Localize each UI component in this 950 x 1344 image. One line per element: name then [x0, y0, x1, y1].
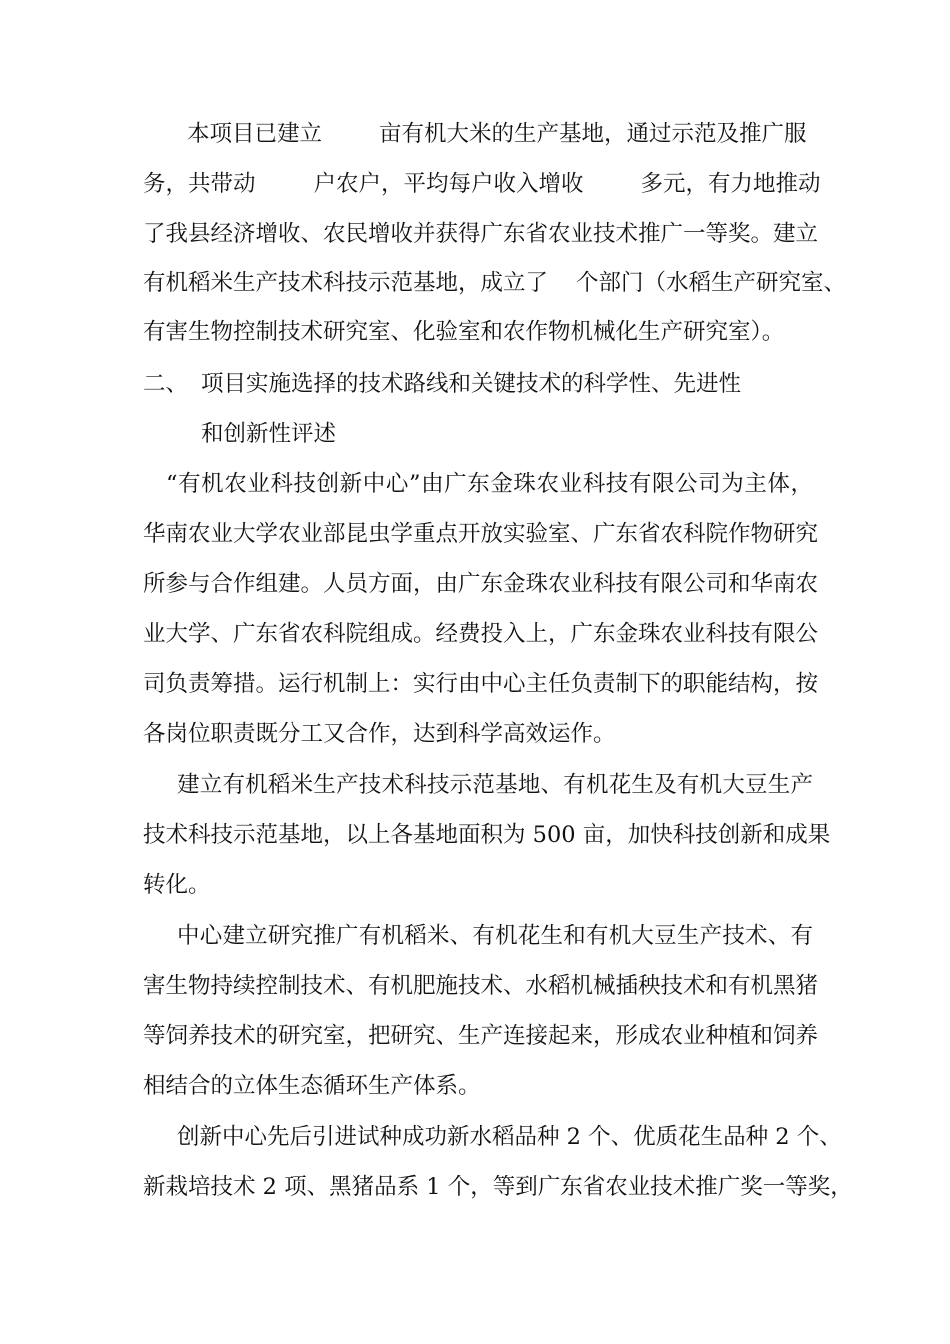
heading-number: 二、: [143, 371, 189, 397]
para3-line: 害生物持续控制技术、有机肥施技术、水稻机械插秧技术和有机黑猪: [143, 973, 819, 999]
para2-line: 建立有机稻米生产技术科技示范基地、有机花生及有机大豆生产: [177, 772, 813, 798]
para2-line: 技术科技示范基地，以上各基地面积为 500 亩，加快科技创新和成果: [143, 822, 831, 848]
para1-line: “有机农业科技创新中心”由广东金珠农业科技有限公司为主体，: [166, 471, 813, 497]
intro-text: 务，共带动: [143, 171, 256, 197]
heading-title: 项目实施选择的技术路线和关键技术的科学性、先进性: [201, 371, 742, 397]
intro-line-2: [143, 164, 821, 204]
para1-line: 司负责筹措。运行机制上：实行由中心主任负责制下的职能结构，按: [143, 671, 819, 697]
intro-text: 个部门（水稻生产研究室、: [576, 270, 847, 296]
para3-line: 等饲养技术的研究室，把研究、生产连接起来，形成农业种植和饲养: [143, 1023, 819, 1049]
para3-line: 相结合的立体生态循环生产体系。: [143, 1073, 481, 1099]
para2-line: 转化。: [143, 872, 211, 898]
intro-line-4: [143, 263, 847, 303]
section-heading: [143, 364, 813, 404]
intro-line-1: [187, 114, 813, 154]
section-heading-cont: 和创新性评述: [201, 421, 337, 447]
para1-line: 业大学、广东省农科院组成。经费投入上，广东金珠农业科技有限公: [143, 621, 819, 647]
intro-text: 户农户，平均每户收入增收: [313, 171, 584, 197]
intro-text: 多元，有力地推动: [640, 171, 821, 197]
para1-line: 各岗位职责既分工又合作，达到科学高效运作。: [143, 721, 616, 747]
para4-line: 创新中心先后引进试种成功新水稻品种 2 个、优质花生品种 2 个、: [177, 1124, 842, 1150]
para1-line: 华南农业大学农业部昆虫学重点开放实验室、广东省农科院作物研究: [143, 521, 819, 547]
intro-text: 亩有机大米的生产基地，通过示范及推广服: [379, 121, 807, 147]
intro-line-5: 有害生物控制技术研究室、化验室和农作物机械化生产研究室）。: [143, 319, 785, 345]
intro-text: 本项目已建立: [187, 121, 323, 147]
para3-line: 中心建立研究推广有机稻米、有机花生和有机大豆生产技术、有: [177, 923, 813, 949]
intro-text: 有机稻米生产技术科技示范基地，成立了: [143, 270, 549, 296]
para4-line: 新栽培技术 2 项、黑猪品系 1 个，等到广东省农业技术推广奖一等奖，: [143, 1174, 853, 1200]
intro-line-3: 了我县经济增收、农民增收并获得广东省农业技术推广一等奖。建立: [143, 221, 819, 247]
para1-line: 所参与合作组建。人员方面，由广东金珠农业科技有限公司和华南农: [143, 571, 819, 597]
